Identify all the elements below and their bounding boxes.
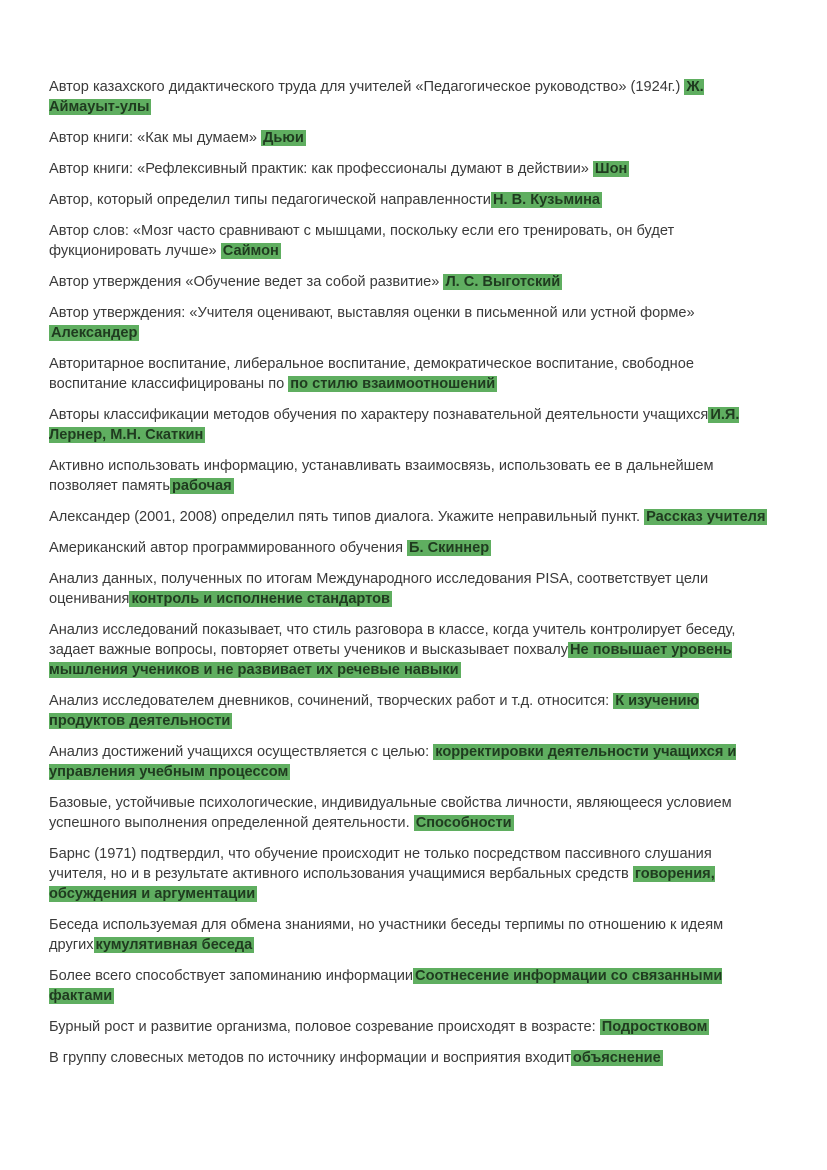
answer-highlight: говорения, обсуждения и аргументации: [49, 866, 715, 902]
question-text: Анализ исследователем дневников, сочинений, творческих работ и т.д. относится:: [49, 693, 614, 709]
question-text: Автор утверждения «Обучение ведет за собой развитие»: [49, 274, 444, 290]
qa-item: [49, 507, 769, 527]
answer-highlight: Л. С. Выготский: [445, 274, 561, 290]
answer-highlight: кумулятивная беседа: [95, 937, 253, 953]
answer-highlight: Не повышает уровень мышления учеников и не развивает их речевые навыки: [49, 642, 732, 678]
qa-item: [49, 405, 769, 445]
qa-item: [49, 915, 769, 955]
question-text: В группу словесных методов по источнику информации и восприятия входит: [49, 1050, 571, 1066]
qa-item: [49, 538, 769, 558]
question-text: Американский автор программированного обучения: [49, 540, 408, 556]
answer-highlight: корректировки деятельности учащихся и управления учебным процессом: [49, 744, 737, 780]
answer-highlight: К изучению продуктов деятельности: [49, 693, 699, 729]
question-text: Анализ достижений учащихся осуществляется с целью:: [49, 744, 434, 760]
question-text: Авторитарное воспитание, либеральное воспитание, демократическое воспитание, свободное воспитание классифицированы по: [49, 356, 694, 392]
question-text: Анализ данных, полученных по итогам Международного исследования PISA, соответствует цели оценивания: [49, 571, 709, 607]
question-text: Анализ исследований показывает, что стиль разговора в классе, когда учитель контролирует беседу, задает важные вопросы, повторяет ответы учеников и высказывает похвалу: [49, 622, 736, 658]
question-text: Барнс (1971) подтвердил, что обучение происходит не только посредством пассивного слушания учителя, но и в результате активного использования учащимися вербальных средств: [49, 846, 712, 882]
question-text: Автор книги: «Рефлексивный практик: как профессионалы думают в действии»: [49, 161, 593, 177]
answer-highlight: Шон: [594, 161, 628, 177]
answer-highlight: контроль и исполнение стандартов: [131, 591, 390, 607]
qa-item: [49, 691, 769, 731]
qa-item: [49, 966, 769, 1006]
qa-item: [49, 456, 769, 496]
answer-highlight: Александер: [51, 325, 138, 341]
answer-highlight: по стилю взаимоотношений: [290, 376, 496, 392]
qa-item: [49, 620, 769, 680]
qa-item: [49, 77, 769, 117]
answer-highlight: Соотнесение информации со связанными фактами: [49, 968, 723, 1004]
answer-highlight: Рассказ учителя: [646, 509, 766, 525]
question-text: Авторы классификации методов обучения по характеру познавательной деятельности учащихся: [49, 407, 709, 423]
qa-item: [49, 1017, 769, 1037]
qa-item: [49, 272, 769, 292]
qa-item: [49, 159, 769, 179]
question-text: Бурный рост и развитие организма, половое созревание происходят в возрасте:: [49, 1019, 600, 1035]
answer-highlight: Способности: [415, 815, 512, 831]
qa-item: [49, 1048, 769, 1068]
qa-item: [49, 128, 769, 148]
answer-highlight: Н. В. Кузьмина: [492, 192, 601, 208]
qa-item: [49, 190, 769, 210]
qa-item: [49, 742, 769, 782]
question-text: Автор книги: «Как мы думаем»: [49, 130, 262, 146]
question-text: Автор, который определил типы педагогической направленности: [49, 192, 491, 208]
question-text: Активно использовать информацию, устанавливать взаимосвязь, использовать ее в дальнейшем позволяет память: [49, 458, 714, 494]
answer-highlight: Саймон: [222, 243, 279, 259]
answer-highlight: Подростковом: [601, 1019, 708, 1035]
qa-item: [49, 569, 769, 609]
qa-item: [49, 221, 769, 261]
qa-item: [49, 844, 769, 904]
qa-item: [49, 793, 769, 833]
answer-highlight: рабочая: [171, 478, 232, 494]
question-text: Базовые, устойчивые психологические, индивидуальные свойства личности, являющееся условием успешного выполнения определенной деятельности.: [49, 795, 732, 831]
question-text: Более всего способствует запоминанию информации: [49, 968, 414, 984]
answer-highlight: Б. Скиннер: [409, 540, 490, 556]
answer-highlight: И.Я. Лернер, М.Н. Скаткин: [49, 407, 740, 443]
question-text: Автор казахского дидактического труда для учителей «Педагогическое руководство» (1924г.): [49, 79, 685, 95]
question-text: Автор утверждения: «Учителя оценивают, выставляя оценки в письменной или устной форме»: [49, 305, 695, 321]
qa-list: [49, 77, 769, 1079]
answer-highlight: Ж. Аймауыт-улы: [49, 79, 704, 115]
answer-highlight: Дьюи: [263, 130, 304, 146]
question-text: Александер (2001, 2008) определил пять типов диалога. Укажите неправильный пункт.: [49, 509, 645, 525]
answer-highlight: объяснение: [572, 1050, 661, 1066]
question-text: Автор слов: «Мозг часто сравнивают с мышцами, поскольку если его тренировать, он будет фукционировать лучше»: [49, 223, 675, 259]
qa-item: [49, 303, 769, 343]
qa-item: [49, 354, 769, 394]
question-text: Беседа используемая для обмена знаниями, но участники беседы терпимы по отношению к идеям других: [49, 917, 724, 953]
